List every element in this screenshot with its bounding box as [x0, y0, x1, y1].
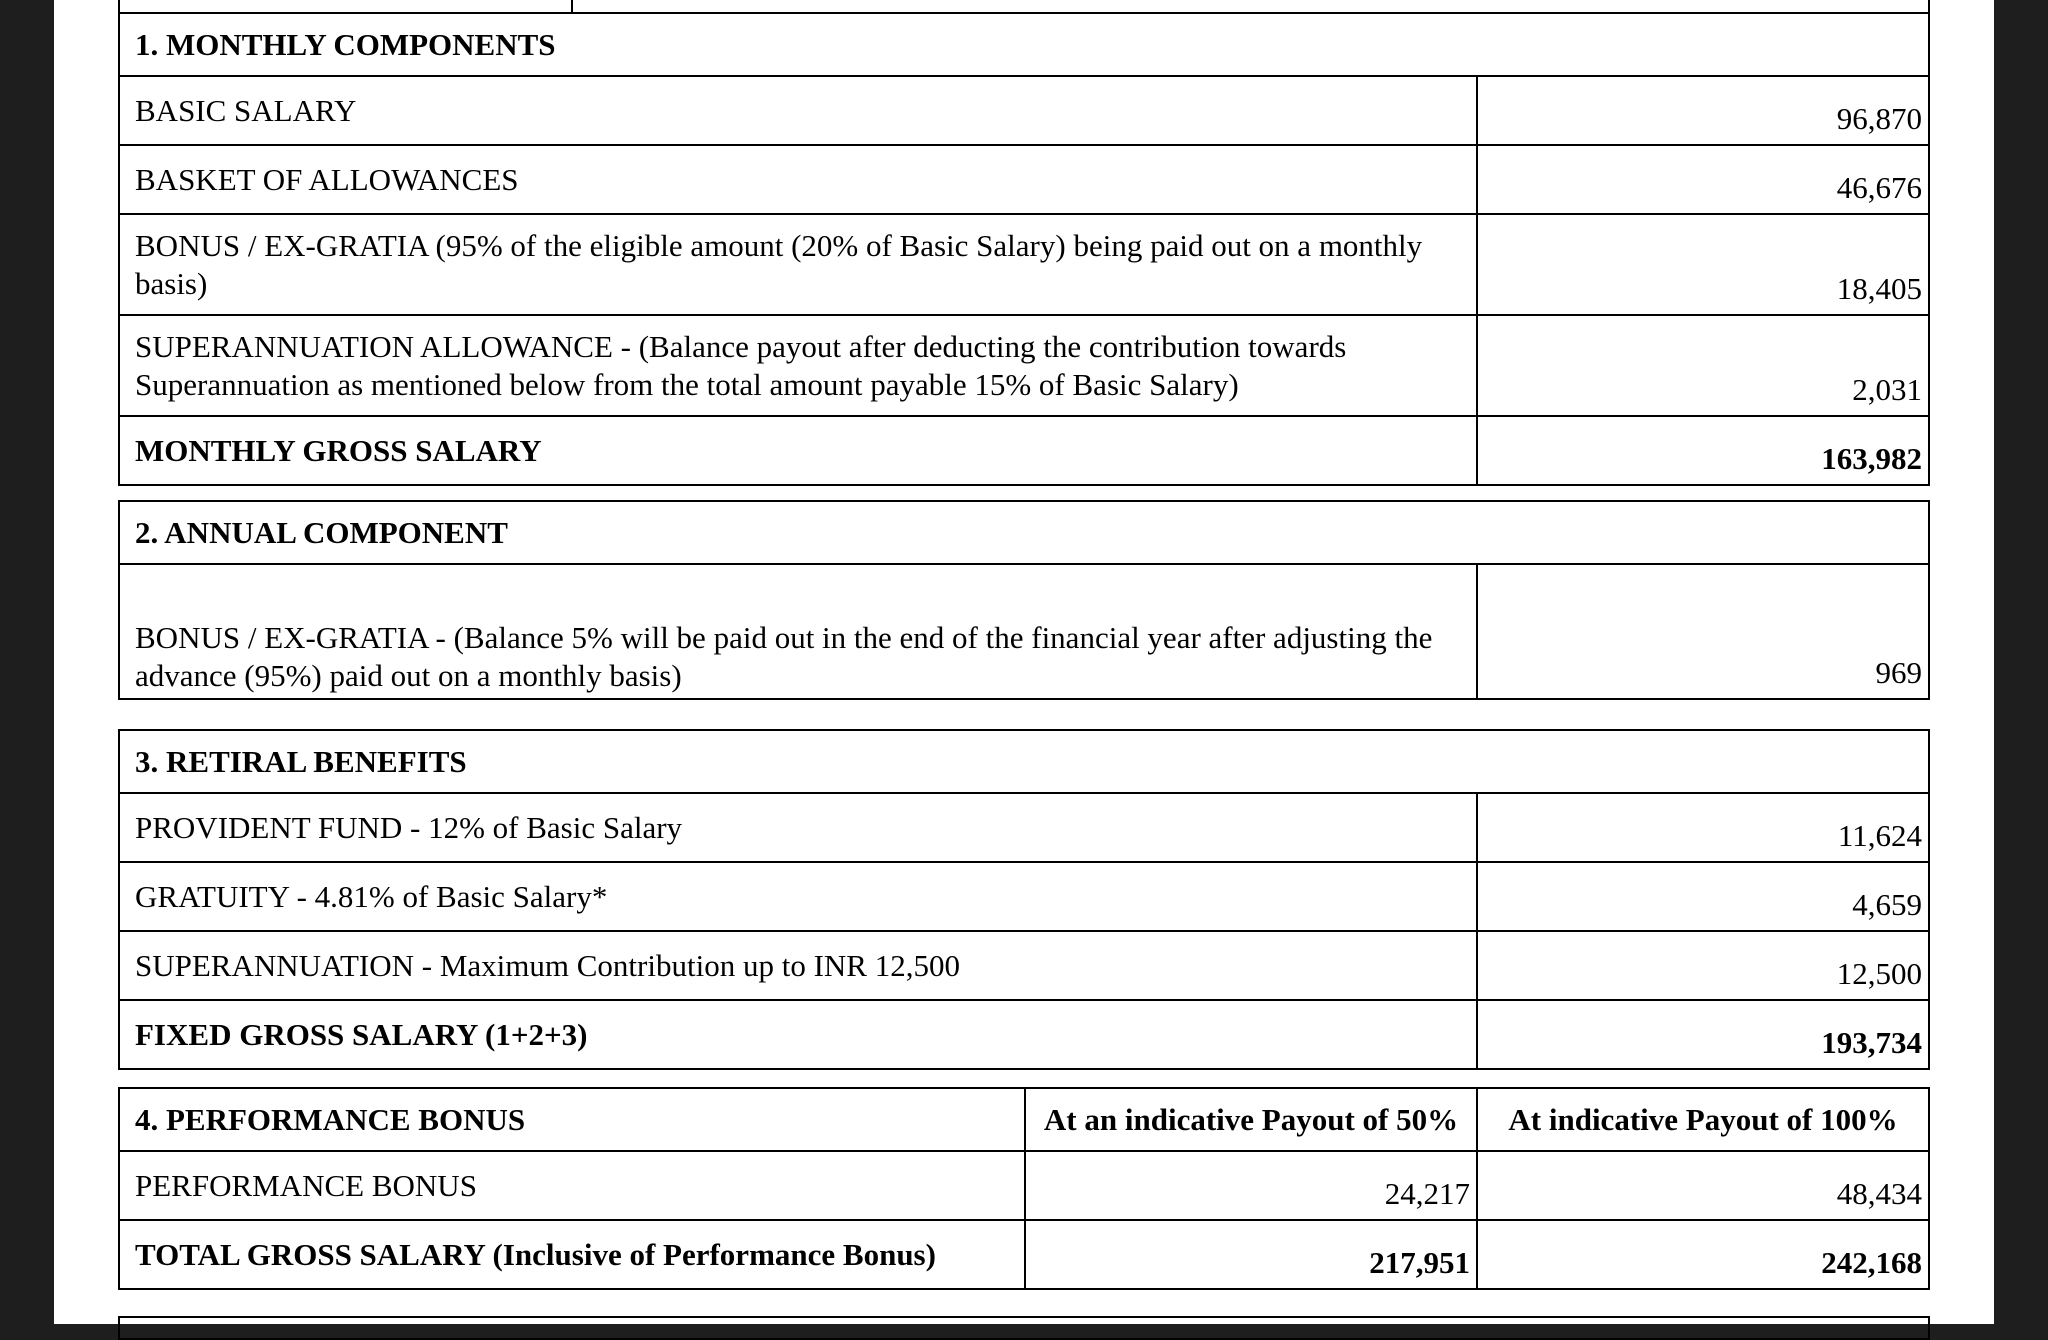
total-row — [119, 1220, 1929, 1289]
row-value: 969 — [1477, 564, 1929, 699]
performance-bonus-table — [118, 1087, 1930, 1290]
table-row — [119, 931, 1929, 1000]
row-value: 4,659 — [1477, 862, 1929, 931]
row-label: BONUS / EX-GRATIA (95% of the eligible amount (20% of Basic Salary) being paid out on a monthly basis) — [119, 214, 1477, 315]
row-value: 96,870 — [1477, 76, 1929, 145]
row-value: 11,624 — [1477, 793, 1929, 862]
table-row — [119, 862, 1929, 931]
total-value-100: 242,168 — [1477, 1220, 1929, 1289]
table-row — [119, 145, 1929, 214]
section-header: 1. MONTHLY COMPONENTS — [119, 13, 1929, 76]
row-value: 46,676 — [1477, 145, 1929, 214]
row-value: 2,031 — [1477, 315, 1929, 416]
total-row — [119, 416, 1929, 485]
total-value-50: 217,951 — [1025, 1220, 1477, 1289]
row-label: SUPERANNUATION ALLOWANCE - (Balance payout after deducting the contribution towards Superannuation as mentioned below from the total amount payable 15% of Basic Salary) — [119, 315, 1477, 416]
table-row — [119, 315, 1929, 416]
row-label: PERFORMANCE BONUS — [119, 1151, 1025, 1220]
row-label: PROVIDENT FUND - 12% of Basic Salary — [119, 793, 1477, 862]
table-row — [119, 564, 1929, 699]
section-header: 2. ANNUAL COMPONENT — [119, 501, 1929, 564]
total-label: TOTAL GROSS SALARY (Inclusive of Performance Bonus) — [119, 1220, 1025, 1289]
retiral-benefits-table — [118, 729, 1930, 1070]
annual-component-table — [118, 500, 1930, 700]
table-row — [119, 793, 1929, 862]
table-row — [119, 214, 1929, 315]
section-header: 3. RETIRAL BENEFITS — [119, 730, 1929, 793]
row-value-50: 24,217 — [1025, 1151, 1477, 1220]
row-label: BASKET OF ALLOWANCES — [119, 145, 1477, 214]
document-page — [54, 0, 1994, 1324]
total-label: MONTHLY GROSS SALARY — [119, 416, 1477, 485]
next-table-fragment — [118, 1316, 1930, 1340]
column-header-100: At indicative Payout of 100% — [1477, 1088, 1929, 1151]
total-label: FIXED GROSS SALARY (1+2+3) — [119, 1000, 1477, 1069]
section-header: 4. PERFORMANCE BONUS — [119, 1088, 1025, 1151]
row-label: SUPERANNUATION - Maximum Contribution up to INR 12,500 — [119, 931, 1477, 1000]
column-header-50: At an indicative Payout of 50% — [1025, 1088, 1477, 1151]
row-label: BONUS / EX-GRATIA - (Balance 5% will be paid out in the end of the financial year after adjusting the advance (95%) paid out on a monthly basis) — [119, 564, 1477, 699]
row-label: GRATUITY - 4.81% of Basic Salary* — [119, 862, 1477, 931]
total-value: 163,982 — [1477, 416, 1929, 485]
row-value: 12,500 — [1477, 931, 1929, 1000]
row-value-100: 48,434 — [1477, 1151, 1929, 1220]
table-row — [119, 76, 1929, 145]
total-value: 193,734 — [1477, 1000, 1929, 1069]
monthly-components-table — [118, 12, 1930, 486]
total-row — [119, 1000, 1929, 1069]
row-value: 18,405 — [1477, 214, 1929, 315]
row-label: BASIC SALARY — [119, 76, 1477, 145]
table-row — [119, 1151, 1929, 1220]
